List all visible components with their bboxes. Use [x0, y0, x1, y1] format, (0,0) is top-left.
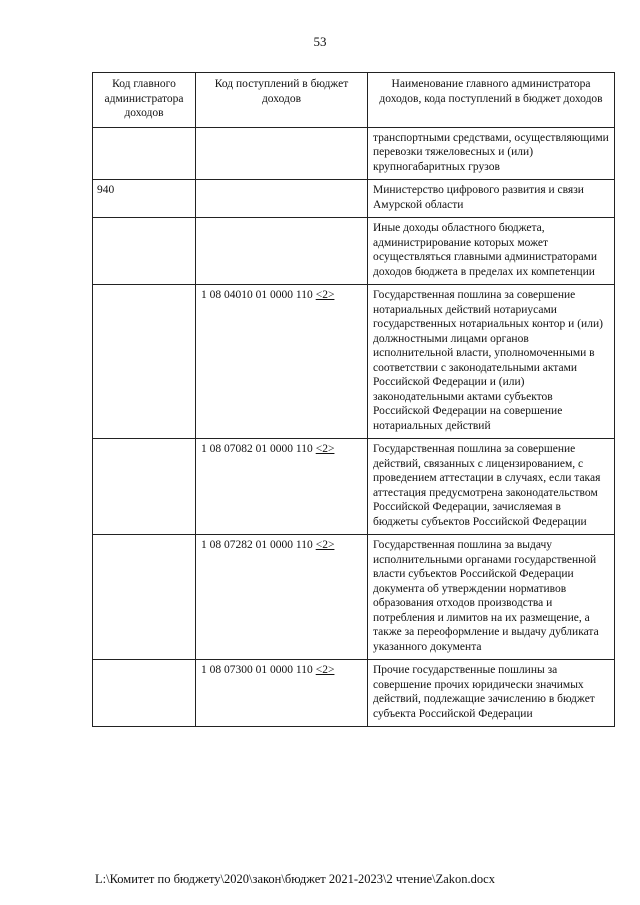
- table-row: [93, 180, 615, 218]
- footnote-ref[interactable]: <2>: [315, 443, 335, 455]
- header-admin-code: Код главного администратора доходов: [93, 73, 196, 128]
- cell-admin-code: [93, 127, 196, 180]
- page-number: 53: [313, 34, 327, 49]
- cell-admin-code: [93, 439, 196, 535]
- header-name: Наименование главного администратора доходов, кода поступлений в бюджет доходов: [368, 73, 615, 128]
- cell-revenue-code: [196, 218, 368, 285]
- cell-name: Государственная пошлина за совершение нотариальных действий нотариусами государственных нотариальных контор и (или) должностными лицами органов исполнительной власти, уполномоченными в соответствии с законодательными актами Российской Федерации и (или) законодательными актами субъектов Российской Федерации на совершение нотариальных действий: [368, 285, 615, 439]
- table-header-row: [93, 73, 615, 128]
- table-row: [93, 285, 615, 439]
- cell-revenue-code: [196, 285, 368, 439]
- table-row: [93, 535, 615, 660]
- cell-admin-code: [93, 535, 196, 660]
- cell-revenue-code: [196, 180, 368, 218]
- cell-admin-code: [93, 285, 196, 439]
- revenue-table: [92, 72, 615, 727]
- table-row: [93, 127, 615, 180]
- table-row: [93, 660, 615, 727]
- revenue-code: 1 08 07300 01 0000 110: [201, 664, 313, 676]
- cell-revenue-code: [196, 439, 368, 535]
- cell-admin-code: 940: [93, 180, 196, 218]
- cell-revenue-code: [196, 535, 368, 660]
- table-row: [93, 218, 615, 285]
- footnote-ref[interactable]: <2>: [315, 289, 335, 301]
- footnote-ref[interactable]: <2>: [315, 539, 335, 551]
- footnote-ref[interactable]: <2>: [315, 664, 335, 676]
- cell-name: Государственная пошлина за совершение действий, связанных с лицензированием, с проведением аттестации в случаях, если такая аттестация предусмотрена законодательством Российской Федерации, зачисляемая в бюджеты субъектов Российской Федерации: [368, 439, 615, 535]
- cell-name: Государственная пошлина за выдачу исполнительными органами государственной власти субъектов Российской Федерации документа об утверждении нормативов образования отходов производства и потребления и лимитов на их размещение, а также за переоформление и выдачу дубликата указанного документа: [368, 535, 615, 660]
- document-file-path: L:\Комитет по бюджету\2020\закон\бюджет 2021-2023\2 чтение\Zakon.docx: [95, 872, 495, 886]
- table-row: [93, 439, 615, 535]
- cell-name: Иные доходы областного бюджета, администрирование которых может осуществляться главными администраторами доходов бюджета в пределах их компетенции: [368, 218, 615, 285]
- revenue-code: 1 08 07282 01 0000 110: [201, 539, 313, 551]
- cell-revenue-code: [196, 127, 368, 180]
- cell-name: Прочие государственные пошлины за совершение прочих юридически значимых действий, подлежащие зачислению в бюджет субъекта Российской Федерации: [368, 660, 615, 727]
- header-revenue-code: Код поступлений в бюджет доходов: [196, 73, 368, 128]
- cell-name: Министерство цифрового развития и связи Амурской области: [368, 180, 615, 218]
- cell-revenue-code: [196, 660, 368, 727]
- revenue-code: 1 08 07082 01 0000 110: [201, 443, 313, 455]
- cell-name: транспортными средствами, осуществляющими перевозки тяжеловесных и (или) крупногабаритных грузов: [368, 127, 615, 180]
- cell-admin-code: [93, 660, 196, 727]
- revenue-code: 1 08 04010 01 0000 110: [201, 289, 313, 301]
- cell-admin-code: [93, 218, 196, 285]
